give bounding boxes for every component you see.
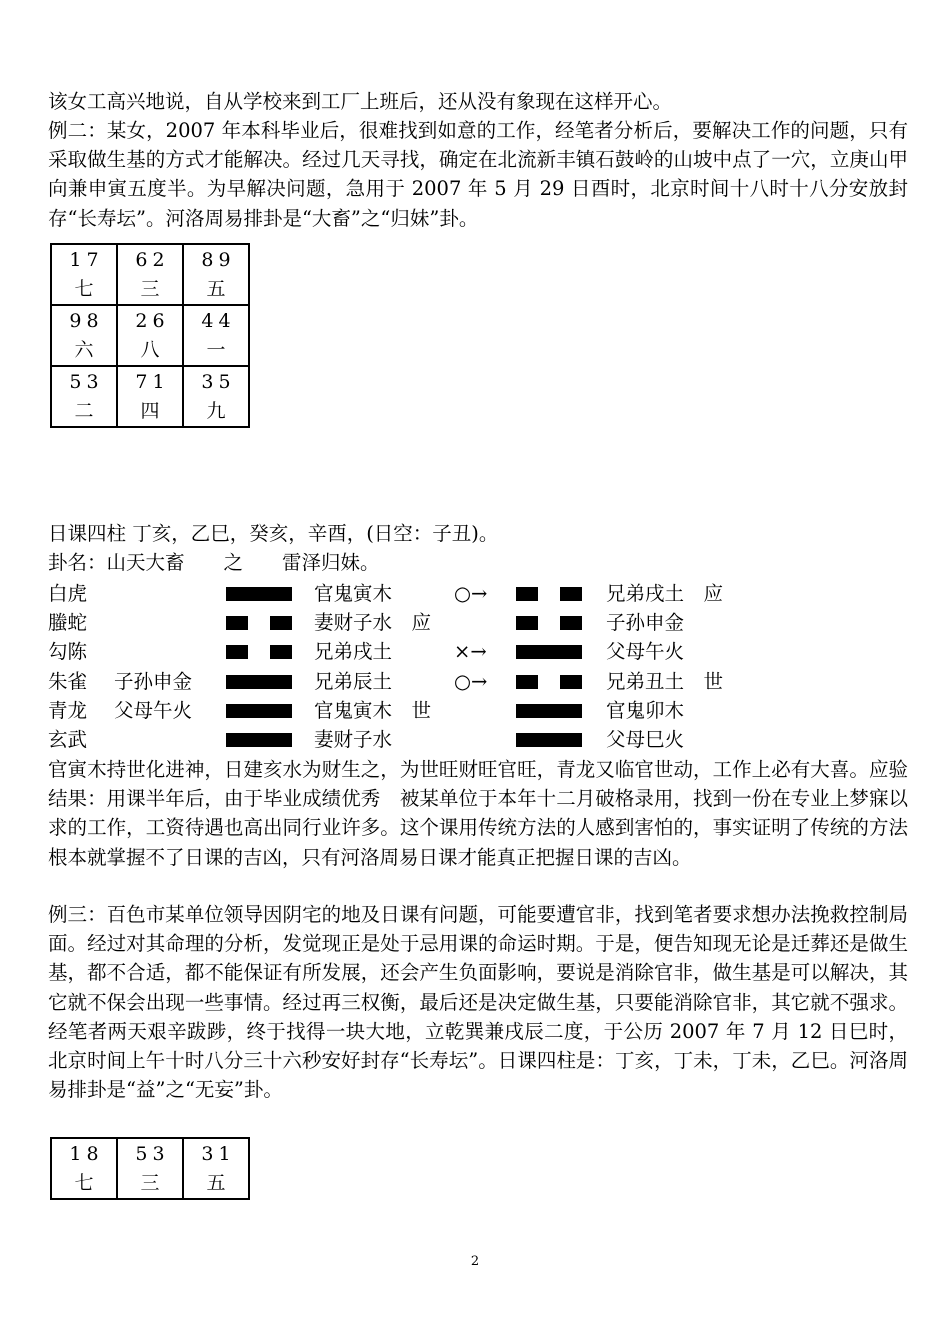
six-god: 螣蛇	[48, 611, 88, 635]
yao-symbol	[226, 704, 292, 718]
yin-bar	[270, 616, 292, 630]
yang-bar	[516, 733, 582, 747]
grid-cell: 35 九	[183, 366, 249, 427]
grid-cell: 26 八	[117, 305, 183, 366]
grid-row	[51, 305, 249, 366]
original-line: 妻财子水	[314, 727, 393, 751]
hexagram-row	[48, 608, 918, 637]
changed-line: 父母巳火	[606, 727, 685, 751]
changed-line: 官鬼卯木	[606, 698, 685, 722]
changed-yao-symbol	[516, 645, 582, 659]
grid-row	[51, 1138, 249, 1199]
paragraph-intro: 该女工高兴地说，自从学校来到工厂上班后，还从没有象现在这样开心。	[48, 90, 673, 113]
hexagram-table	[48, 579, 918, 754]
yao-symbol	[226, 645, 292, 659]
grid-cell: 18 七	[51, 1138, 117, 1199]
original-line: 官鬼寅木 世	[314, 698, 432, 722]
paragraph-example-two: 例二：某女，2007 年本科毕业后，很难找到如意的工作，经笔者分析后，要解决工作的问题，只有采取做生基的方式才能解决。经过几天寻找，确定在北流新丰镇石鼓岭的山坡中点了一穴，立庚山甲向兼申寅五度半。为早解决问题，急用于 2007 年 5 月 29 日酉时，北京时间十八时十八分安放封存“长寿坛”。河洛周易排卦是“大畜”之“归妹”卦。	[48, 119, 908, 230]
yang-bar	[516, 645, 582, 659]
six-god: 勾陈	[48, 640, 88, 664]
yin-bar	[270, 645, 292, 659]
luoshu-grid-one	[50, 243, 250, 428]
changed-line: 父母午火	[606, 640, 685, 664]
grid-cell: 44 一	[183, 305, 249, 366]
changed-yao-symbol	[516, 675, 582, 689]
yang-bar	[226, 704, 292, 718]
hexagram-row	[48, 667, 918, 696]
yin-bar	[516, 616, 538, 630]
yang-bar	[226, 733, 292, 747]
six-god: 青龙	[48, 698, 88, 722]
yang-bar	[226, 587, 292, 601]
yao-symbol	[226, 587, 292, 601]
moving-mark: ○→	[454, 582, 488, 605]
hidden-line: 子孙申金	[114, 669, 193, 693]
grid-cell: 53 二	[51, 366, 117, 427]
changed-line: 兄弟戌土 应	[606, 582, 724, 605]
hexagram-row	[48, 696, 918, 725]
grid-cell: 89 五	[183, 244, 249, 305]
hexagram-row	[48, 579, 918, 608]
yin-bar	[560, 587, 582, 601]
changed-yao-symbol	[516, 733, 582, 747]
hexagram-row	[48, 725, 918, 754]
hexagram-row	[48, 637, 918, 666]
grid-cell: 71 四	[117, 366, 183, 427]
yin-bar	[560, 616, 582, 630]
paragraph-analysis: 官寅木持世化进神，日建亥水为财生之，为世旺财旺官旺，青龙又临官世动，工作上必有大喜。应验结果：用课半年后，由于毕业成绩优秀 被某单位于本年十二月破格录用，找到一份在专业上梦寐以求的工作，工资待遇也高出同行业许多。这个课用传统方法的人感到害怕的，事实证明了传统的方法根本就掌握不了日课的吉凶，只有河洛周易日课才能真正把握日课的吉凶。	[48, 758, 908, 869]
changed-yao-symbol	[516, 704, 582, 718]
page-number: 2	[470, 1254, 480, 1269]
grid-cell: 98 六	[51, 305, 117, 366]
changed-yao-symbol	[516, 616, 582, 630]
luoshu-grid-two	[50, 1137, 250, 1200]
yin-bar	[516, 587, 538, 601]
original-line: 妻财子水 应	[314, 611, 432, 635]
yang-bar	[516, 704, 582, 718]
grid-cell: 17 七	[51, 244, 117, 305]
yang-bar	[226, 675, 292, 689]
original-line: 官鬼寅木	[314, 582, 393, 605]
moving-mark: ×→	[454, 640, 487, 664]
original-line: 兄弟辰土	[314, 669, 393, 693]
rike-four-pillars: 日课四柱 丁亥，乙巳，癸亥，辛酉，(日空：子丑)。	[48, 522, 499, 545]
gua-name-line: 卦名：山天大畜 之 雷泽归妹。	[48, 551, 380, 574]
yao-symbol	[226, 675, 292, 689]
original-line: 兄弟戌土	[314, 640, 393, 664]
six-god: 朱雀	[48, 669, 88, 693]
paragraph-example-three: 例三：百色市某单位领导因阴宅的地及日课有问题，可能要遭官非，找到笔者要求想办法挽救控制局面。经过对其命理的分析，发觉现正是处于忌用课的命运时期。于是，便告知现无论是迁葬还是做生基，都不合适，都不能保证有所发展，还会产生负面影响，要说是消除官非，做生基是可以解决，其它就不保会出现一些事情。经过再三权衡，最后还是决定做生基，只要能消除官非，其它就不强求。经笔者两天艰辛跋踄，终于找得一块大地，立乾巽兼戌辰二度，于公历 2007 年 7 月 12 日巳时，北京时间上午十时八分三十六秒安好封存“长寿坛”。日课四柱是：丁亥，丁未，丁未，乙巳。河洛周易排卦是“益”之“无妄”卦。	[48, 903, 908, 1102]
grid-cell: 62 三	[117, 244, 183, 305]
six-god: 白虎	[48, 582, 88, 605]
yin-bar	[560, 675, 582, 689]
changed-line: 兄弟丑土 世	[606, 669, 724, 693]
hidden-line: 父母午火	[114, 698, 193, 722]
changed-yao-symbol	[516, 587, 582, 601]
yin-bar	[226, 645, 248, 659]
grid-row	[51, 366, 249, 427]
six-god: 玄武	[48, 727, 88, 751]
yao-symbol	[226, 616, 292, 630]
moving-mark: ○→	[454, 669, 488, 693]
yin-bar	[226, 616, 248, 630]
yin-bar	[516, 675, 538, 689]
grid-row	[51, 244, 249, 305]
grid-cell: 31 五	[183, 1138, 249, 1199]
changed-line: 子孙申金	[606, 611, 685, 635]
grid-cell: 53 三	[117, 1138, 183, 1199]
yao-symbol	[226, 733, 292, 747]
